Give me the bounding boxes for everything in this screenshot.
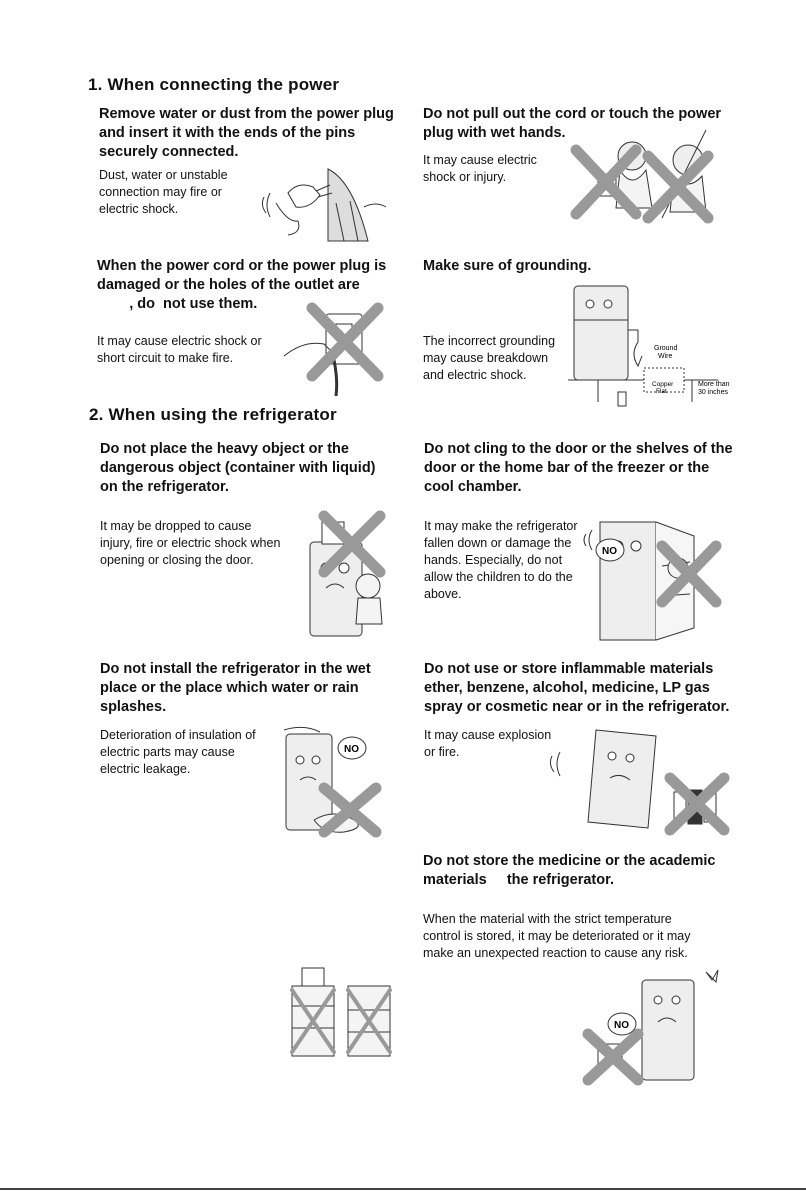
ground-body: The incorrect grounding may cause breakdown and electric shock. — [423, 334, 556, 382]
wet-body: Deterioration of insulation of electric parts may cause electric leakage. — [100, 728, 256, 776]
medicine-illustration — [582, 966, 722, 1084]
heavy-body: It may be dropped to cause injury, fire or electric shock when opening or closing the door. — [100, 519, 281, 567]
heavy-object-illustration — [288, 512, 388, 638]
inflammable-body: It may cause explosion or fire. — [424, 728, 552, 759]
wet-place-illustration — [274, 724, 384, 834]
medicine-body: When the material with the strict temperature control is stored, it may be deteriorated or it may make an unexpected reaction to cause any risk. — [423, 912, 691, 960]
damaged-outlet-illustration — [274, 300, 384, 398]
ground-wire-label: Ground — [654, 345, 678, 352]
cord-heading: Do not pull out the cord or touch the power plug with wet hands. — [423, 106, 722, 141]
heavy-heading: Do not place the heavy object or the dangerous object (container with liquid) on the refrigerator. — [100, 441, 376, 495]
section-title-connecting-power: 1. When connecting the power — [88, 75, 340, 94]
cling-heading: Do not cling to the door or the shelves of the door or the home bar of the freezer or the cool chamber. — [424, 441, 733, 495]
cling-door-illustration — [582, 516, 722, 642]
plug-illustration — [258, 163, 388, 243]
academic-materials-illustration — [286, 966, 396, 1058]
damaged-heading: When the power cord or the power plug is damaged or the holes of the outlet are , do not use them. — [97, 258, 387, 312]
depth-label: More than — [698, 381, 730, 388]
inflammable-illustration — [548, 726, 728, 834]
no-badge: NO — [602, 546, 617, 557]
cord-illustration — [566, 130, 716, 220]
wet-heading: Do not install the refrigerator in the wet place or the place which water or rain splashes. — [100, 661, 371, 715]
cord-body: It may cause electric shock or injury. — [423, 153, 537, 184]
svg-text:Flat: Flat — [656, 388, 667, 395]
plug-heading: Remove water or dust from the power plug and insert it with the ends of the pins securely connected. — [99, 106, 394, 160]
medicine-heading: Do not store the medicine or the academic materials the refrigerator. — [423, 853, 716, 888]
inflammable-heading: Do not use or store inflammable materials ether, benzene, alcohol, medicine, LP gas spray or cosmetic near or in the refrigerator. — [424, 661, 730, 715]
svg-text:Wire: Wire — [658, 353, 673, 360]
ground-heading: Make sure of grounding. — [423, 258, 592, 274]
page-bottom-rule — [0, 1188, 806, 1190]
plug-body: Dust, water or unstable connection may fire or electric shock. — [99, 168, 228, 216]
section-title-using-refrigerator: 2. When using the refrigerator — [89, 405, 337, 424]
damaged-body: It may cause electric shock or short circuit to make fire. — [97, 334, 262, 365]
grounding-illustration — [568, 282, 728, 412]
cling-body: It may make the refrigerator fallen down or damage the hands. Especially, do not allow the children to do the above. — [424, 519, 578, 601]
no-badge: NO — [614, 1020, 629, 1031]
copper-flat-label: Copper — [652, 381, 674, 388]
no-badge: NO — [344, 744, 359, 755]
svg-text:30 inches: 30 inches — [698, 389, 728, 396]
